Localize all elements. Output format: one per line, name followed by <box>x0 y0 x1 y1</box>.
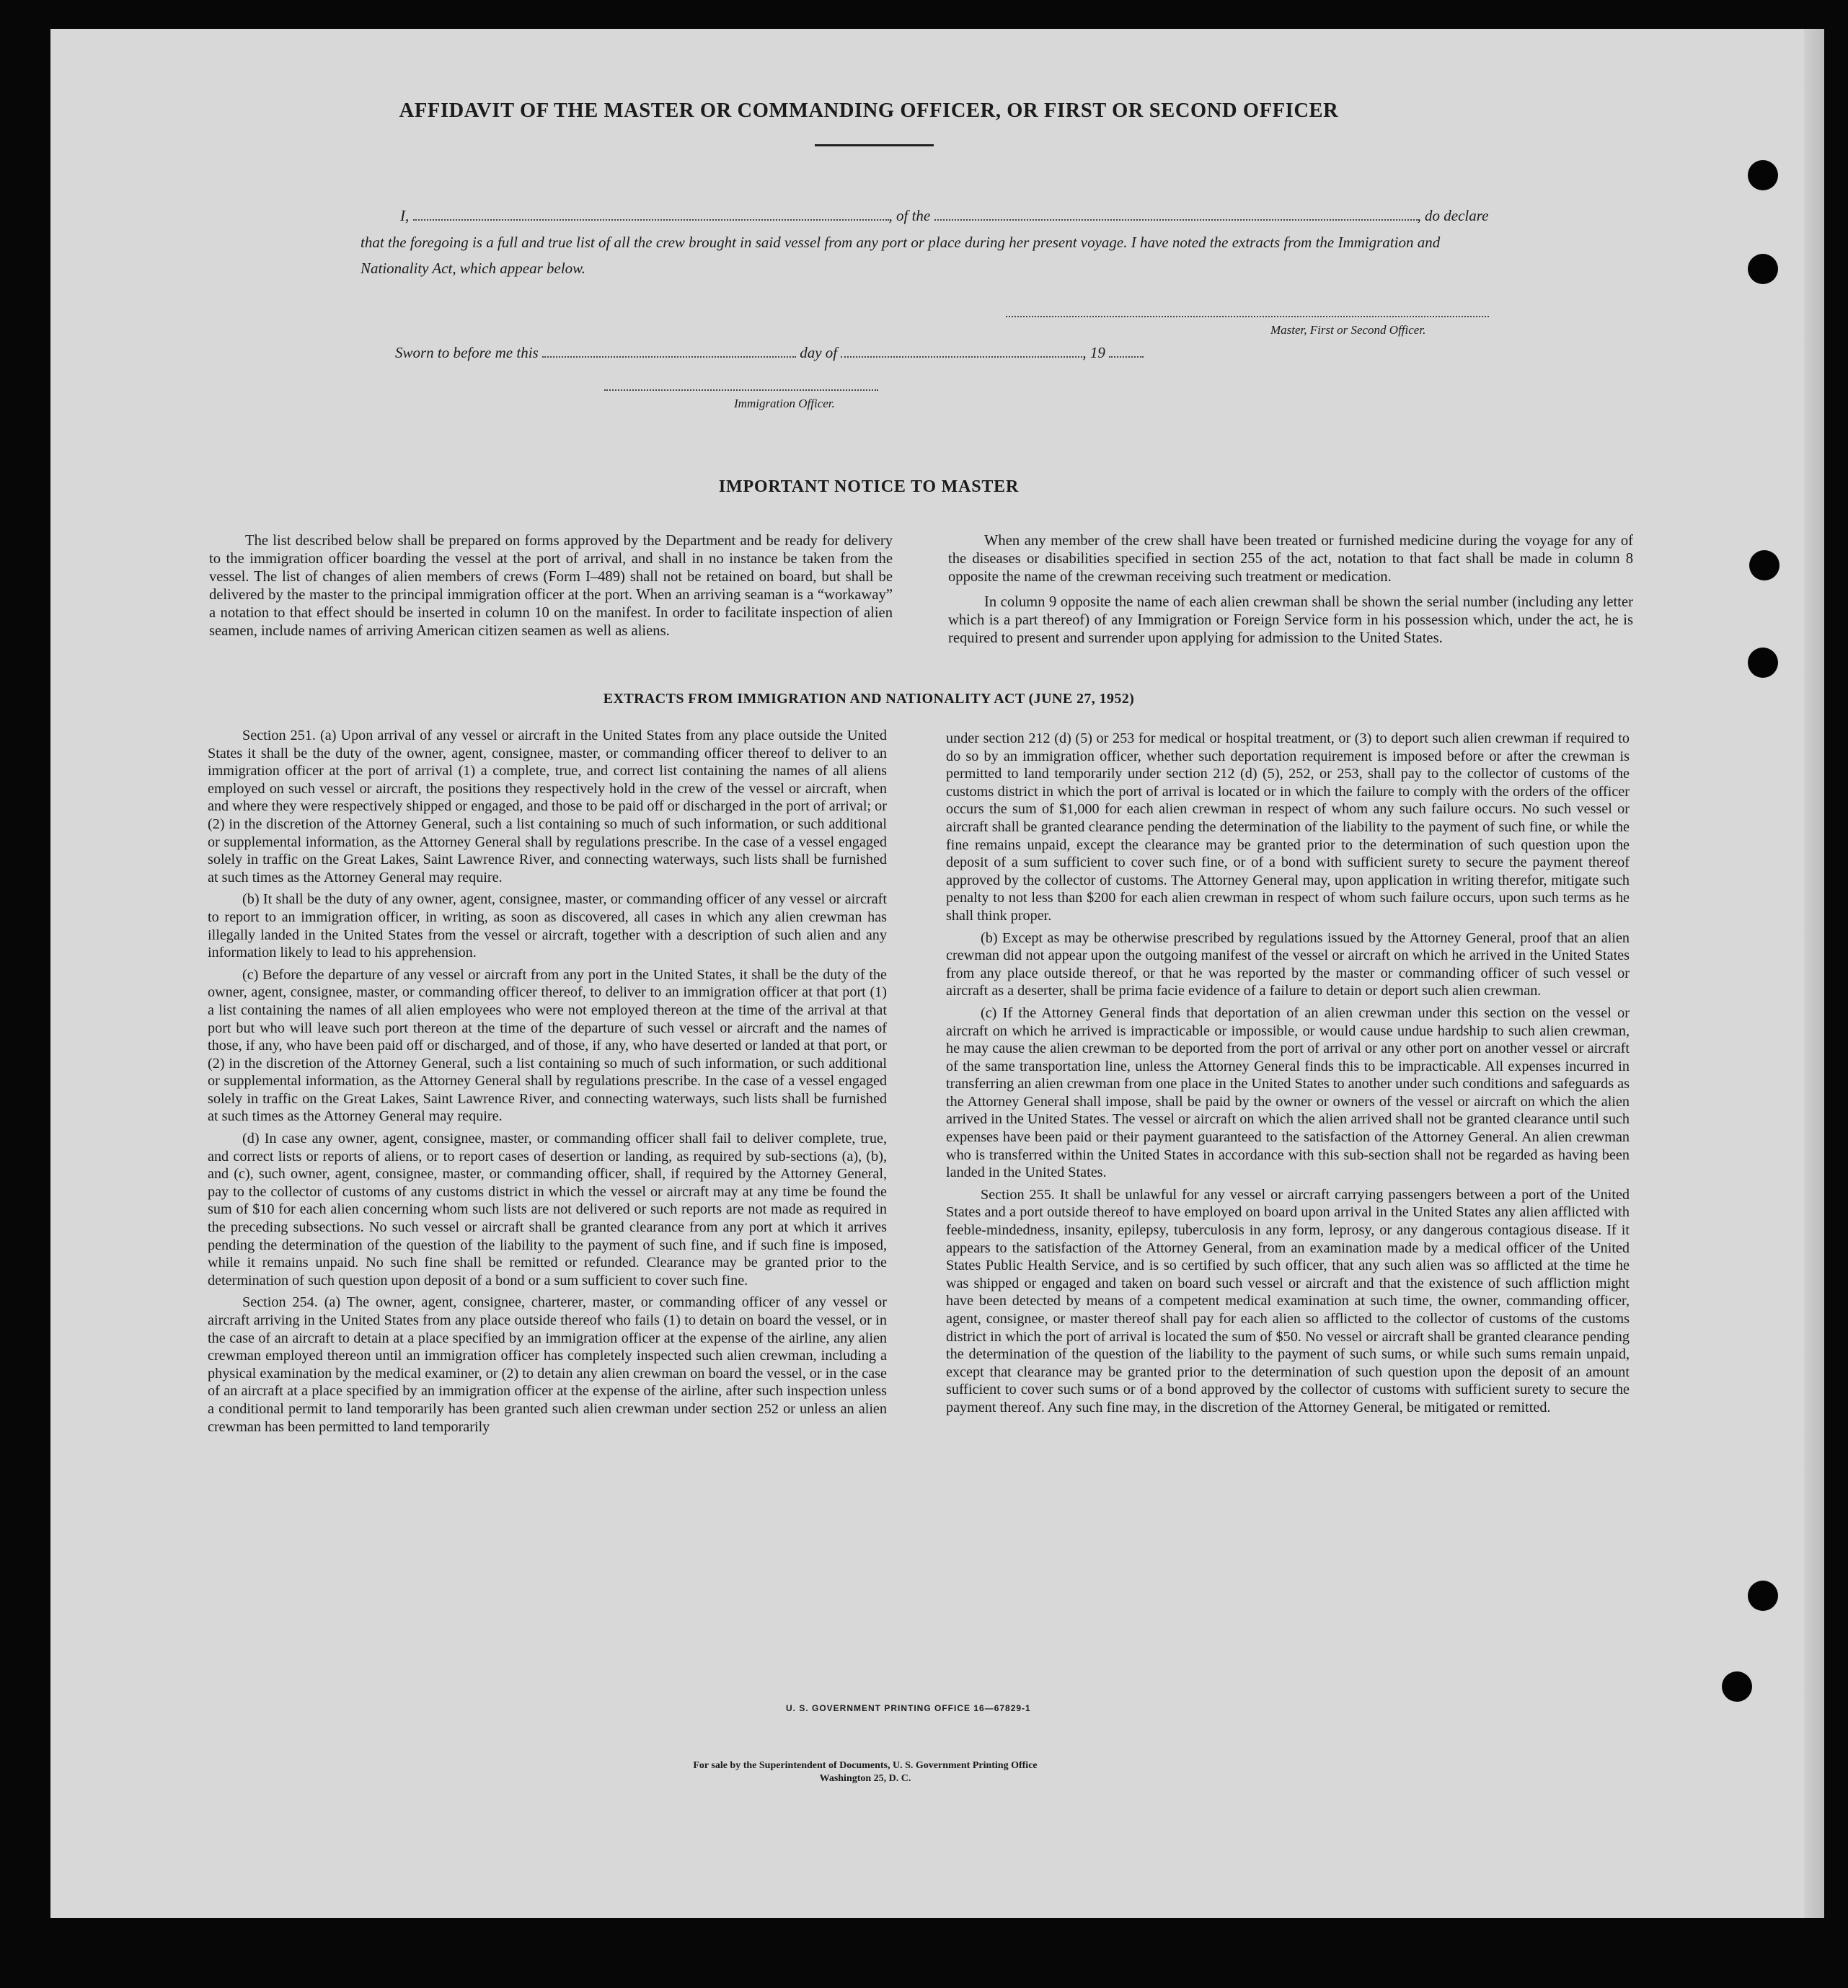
section-254-c: (c) If the Attorney General finds that deportation of an alien crewman under this section on the vessel or aircraft on which he arrived is impracticable or impossible, or would cause undue hardship to such alien crewman, he may cause the alien crewman to be deported from the port of arrival or any other port on another vessel or aircraft of the same transportation line, unless the Attorney General finds this to be impracticable. All expenses incurred in transferring an alien crewman from one place in the United States to another under such conditions and safeguards as the Attorney General shall impose, shall be paid by the owner or owners of the vessel or aircraft on which the alien arrived in the United States. The vessel or aircraft on which the alien arrived shall not be granted clearance until such expenses have been paid or their payment guaranteed to the satisfaction of the Attorney General. An alien crewman who is transferred within the United States in accordance with this sub-section shall not be regarded as having been landed in the United States. <box>946 1004 1630 1181</box>
notice-right-column <box>948 532 1633 655</box>
declaration-line <box>400 206 1488 225</box>
notice-right-paragraph-2: In column 9 opposite the name of each alien crewman shall be shown the serial number (including any letter which is a part thereof) of any Immigration or Foreign Service form in his possession which, under the act, he is required to present and surrender upon applying for admission to the United States. <box>948 594 1633 646</box>
section-251-a: Section 251. (a) Upon arrival of any vessel or aircraft in the United States from any place outside the United States it shall be the duty of the owner, agent, consignee, master, or commanding officer thereof to deliver to an immigration officer at the port of arrival (1) a complete, true, and correct list containing the names of all aliens employed on such vessel or aircraft, the positions they respectively hold in the crew of the vessel or aircraft, when and where they were respectively shipped or engaged, and those to be paid off or discharged in the port of arrival; or (2) in the discretion of the Attorney General, such a list containing so much of such information, or such additional or supplemental information, as the Attorney General shall by regulations prescribe. In the case of a vessel engaged solely in traffic on the Great Lakes, Saint Lawrence River, and connecting waterways, such lists shall be furnished at such times as the Attorney General may require. <box>208 728 887 885</box>
declarant-name-field[interactable] <box>413 206 889 221</box>
notice-left-paragraph: The list described below shall be prepared on forms approved by the Department and be ready for delivery to the immigration officer boarding the vessel at the port of arrival, and shall in no instance be taken from the vessel. The list of changes of alien members of crews (Form I–489) shall not be retained on board, but shall be delivered by the master to the principal immigration officer at the port. When an arriving seaman is a “workaway” a notation to that effect should be inserted in column 10 on the manifest. In order to facilitate inspection of alien seamen, include names of arriving American citizen seamen as well as aliens. <box>209 533 893 639</box>
sworn-year-label: , 19 <box>1082 344 1105 361</box>
sworn-line <box>395 343 1144 362</box>
sale-notice <box>635 1759 1096 1785</box>
sworn-month-field[interactable] <box>841 343 1082 358</box>
punch-hole-5 <box>1748 1581 1778 1611</box>
punch-hole-4 <box>1748 648 1778 678</box>
punch-hole-2 <box>1748 254 1778 284</box>
extracts-title: EXTRACTS FROM IMMIGRATION AND NATIONALITY ACT (JUNE 27, 1952) <box>603 691 1135 707</box>
affidavit-title: AFFIDAVIT OF THE MASTER OR COMMANDING OFFICER, OR FIRST OR SECOND OFFICER <box>399 100 1339 122</box>
section-251-c: (c) Before the departure of any vessel or aircraft from any port in the United States, it shall be the duty of the owner, agent, consignee, master, or commanding officer thereof, to deliver to an immigration officer at that port (1) a list containing the names of all alien employees who were not employed thereon at the time of the arrival at that port but who will leave such port thereon at the time of the departure of such vessel or aircraft and the names of those, if any, who have been paid off or discharged, and of those, if any, who have deserted or landed at that port, or (2) in the discretion of the Attorney General, such a list containing so much of such information, or such additional or supplemental information, as the Attorney General shall by regulations prescribe. In the case of a vessel engaged solely in traffic on the Great Lakes, Saint Lawrence River, and connecting waterways, such lists shall be furnished at such times as the Attorney General may require. <box>208 966 887 1125</box>
immigration-officer-caption: Immigration Officer. <box>734 397 835 410</box>
section-254-a: Section 254. (a) The owner, agent, consignee, charterer, master, or commanding officer of any vessel or aircraft arriving in the United States from any place outside thereof who fails (1) to detain on board the vessel, or in the case of an aircraft to detain at a place specified by an immigration officer at the expense of the airline, any alien crewman employed thereon until an immigration officer has completely inspected such alien crewman, including a physical examination by the medical examiner, or (2) to detain any alien crewman on board the vessel, or in the case of an aircraft at a place specified by an immigration officer at the expense of the airline, after such inspection unless a conditional permit to land temporarily has been granted such alien crewman under section 252 or unless an alien crewman has been permitted to land temporarily <box>208 1294 887 1435</box>
sworn-date-field[interactable] <box>542 343 796 358</box>
section-254-a-continued: under section 212 (d) (5) or 253 for medical or hospital treatment, or (3) to deport such alien crewman if required to do so by an immigration officer, whether such deportation requirement is imposed before or after the crewman is permitted to land temporarily under section 212 (d) (5), 252, or 253, shall pay to the collector of customs of the customs district in which the port of arrival is located or in which the failure to comply with the orders of the officer occurs the sum of $1,000 for each alien crewman in respect of whom any such failure occurs. No such vessel or aircraft shall be granted clearance pending the determination of the liability to the payment of such fine, or while the fine remains unpaid, except the clearance may be granted prior to the determination of such question upon the deposit of a sum sufficient to cover such fine, or of a bond with sufficient surety to secure the payment thereof approved by the collector of customs. The Attorney General may, upon application in writing therefor, mitigate such penalty to not less than $200 for each alien crewman in respect of whom such failure occurs, upon such terms as he shall think proper. <box>946 730 1630 924</box>
section-251-d: (d) In case any owner, agent, consignee, master, or commanding officer shall fail to deliver complete, true, and correct lists or reports of aliens, or to report cases of desertion or landing, as required by sub-sections (a), (b), and (c), such owner, agent, consignee, master, or commanding officer, shall, if required by the Attorney General, pay to the collector of customs of any customs district in which the vessel or aircraft may at any time be found the sum of $10 for each alien concerning whom such lists are not delivered or such reports are not made as required in the preceding subsections. No such vessel or aircraft shall be granted clearance from any port at which it arrives pending the determination of the question of the liability to the payment of such fine, and if such fine is imposed, while it remains unpaid. No such fine shall be remitted or refunded. Clearance may be granted prior to the determination of such question upon deposit of a bond or a sum sufficient to cover such fine. <box>208 1131 887 1289</box>
page-edge <box>1804 29 1824 1918</box>
extracts-right-column <box>946 730 1630 1421</box>
punch-hole-1 <box>1748 160 1778 190</box>
punch-hole-6 <box>1722 1671 1752 1702</box>
sworn-year-field[interactable] <box>1109 343 1144 358</box>
declaration-of-the-label: , of the <box>888 207 931 224</box>
sworn-day-of-label: day of <box>800 344 838 361</box>
sworn-prefix-label: Sworn to before me this <box>395 344 539 361</box>
sale-line-1: For sale by the Superintendent of Documents, U. S. Government Printing Office <box>693 1760 1038 1771</box>
notice-title: IMPORTANT NOTICE TO MASTER <box>718 477 1020 496</box>
declaration-i-label: I, <box>400 207 410 224</box>
title-rule <box>815 144 934 146</box>
immigration-officer-signature-field[interactable] <box>604 389 878 391</box>
master-signature-caption: Master, First or Second Officer. <box>1270 323 1426 337</box>
notice-right-paragraph-1: When any member of the crew shall have been treated or furnished medicine during the voyage for any of the diseases or disabilities specified in section 255 of the act, notation to that fact shall be made in column 8 opposite the name of the crewman receiving such treatment or medication. <box>948 533 1633 585</box>
extracts-left-column <box>208 727 887 1440</box>
vessel-name-field[interactable] <box>934 206 1418 221</box>
section-251-b: (b) It shall be the duty of any owner, agent, consignee, master, or commanding officer of any vessel or aircraft to report to an immigration officer, in writing, as soon as discovered, all cases in which any alien crewman has illegally landed in the United States from the vessel or aircraft, together with a description of such alien and any information likely to lead to his apprehension. <box>208 891 887 961</box>
section-254-b: (b) Except as may be otherwise prescribed by regulations issued by the Attorney General, proof that an alien crewman did not appear upon the outgoing manifest of the vessel or aircraft on which he arrived in the United States from any place outside thereof, or that he was reported by the master or commanding officer of such vessel or aircraft as a deserter, shall be prima facie evidence of a failure to detain or deport such alien crewman. <box>946 929 1630 999</box>
section-255: Section 255. It shall be unlawful for any vessel or aircraft carrying passengers between a port of the United States and a port outside thereof to have employed on board upon arrival in the United States any alien afflicted with feeble-mindedness, insanity, epilepsy, tuberculosis in any form, leprosy, or any dangerous contagious disease. If it appears to the satisfaction of the Attorney General, from an examination made by a medical officer of the United States Public Health Service, and is so certified by such officer, that any such alien was so afflicted at the time he was shipped or engaged and taken on board such vessel or aircraft and that the existence of such affliction might have been detected by means of a competent medical examination at such time, the owner, commanding officer, agent, consignee, or master thereof shall pay for each alien so afflicted to the collector of customs of the customs district in which the port of arrival is located the sum of $50. No vessel or aircraft shall be granted clearance pending the determination of the question of the liability to the payment of such sums, or while such sums remain unpaid, except that clearance may be granted prior to the determination of such question upon the deposit of an amount sufficient to cover such sums or of a bond approved by the collector of customs with sufficient surety to secure the payment thereof. Any such fine may, in the discretion of the Attorney General, be mitigated or remitted. <box>946 1186 1630 1415</box>
declaration-do-declare-label: , do declare <box>1417 207 1489 224</box>
gpo-imprint: U. S. GOVERNMENT PRINTING OFFICE 16—67829-1 <box>786 1703 1031 1713</box>
sale-line-2: Washington 25, D. C. <box>819 1773 911 1784</box>
master-signature-field[interactable] <box>1006 316 1489 317</box>
affidavit-statement: that the foregoing is a full and true list of all the crew brought in said vessel from any port or place during her present voyage. I have noted the extracts from the Immigration and Nationality Act, which appear below. <box>361 234 1441 277</box>
punch-hole-3 <box>1749 550 1780 580</box>
